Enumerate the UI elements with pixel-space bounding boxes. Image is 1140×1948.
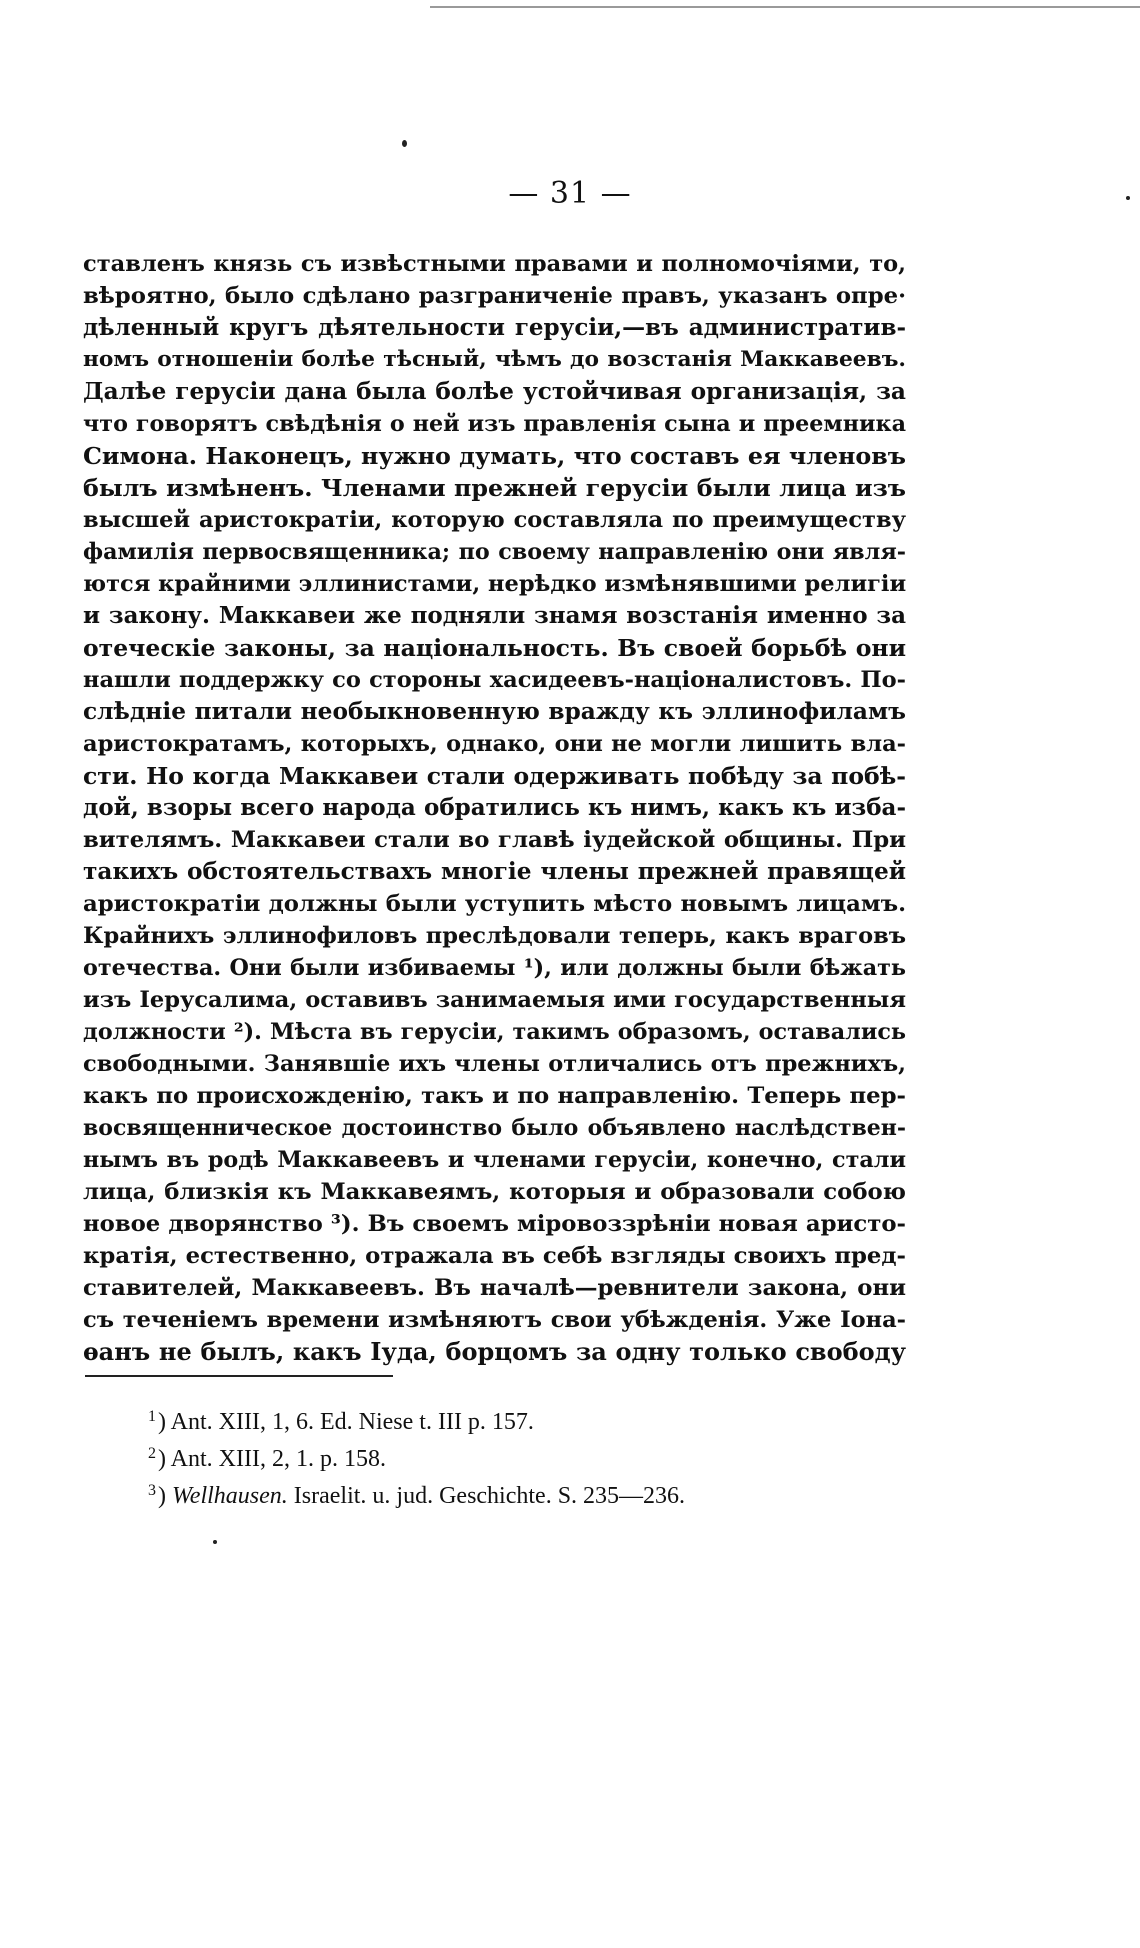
footnote-author: Wellhausen. <box>172 1483 288 1509</box>
text-line: кратія, естественно, отражала въ себѣ взгляды своихъ пред- <box>83 1243 906 1269</box>
footnote-mark: 1 <box>148 1408 156 1425</box>
text-line: восвященническое достоинство было объявлено наслѣдствен- <box>83 1115 906 1141</box>
footnote-paren: ) <box>158 1446 171 1472</box>
text-line: номъ отношеніи болѣе тѣсный, чѣмъ до возстанія Маккавеевъ. <box>83 347 906 372</box>
footnote-mark: 3 <box>148 1482 156 1499</box>
text-line: ставителей, Маккавеевъ. Въ началѣ—ревнители закона, они <box>83 1275 906 1301</box>
footnote-text: Israelit. u. jud. Geschichte. S. 235—236. <box>287 1483 686 1509</box>
text-line: слѣдніе питали необыкновенную вражду къ эллинофиламъ <box>83 698 906 725</box>
footnote-text: Ant. XIII, 1, 6. Ed. Niese t. III p. 157. <box>170 1409 534 1435</box>
ink-speck <box>1126 196 1130 200</box>
text-line: что говорятъ свѣдѣнія о ней изъ правленія сына и преемника <box>83 411 906 437</box>
ink-speck <box>213 1540 217 1544</box>
text-line: аристократамъ, которыхъ, однако, они не могли лишить вла- <box>83 731 906 757</box>
page-number: — 31 — <box>508 176 632 211</box>
text-line: свободными. Занявшіе ихъ члены отличались отъ прежнихъ, <box>83 1051 906 1077</box>
text-line: дѣленный кругъ дѣятельности герусіи,—въ административ- <box>83 314 906 341</box>
text-line: вѣроятно, было сдѣлано разграниченіе правъ, указанъ опре· <box>83 283 906 309</box>
text-line: новое дворянство ³). Въ своемъ міровоззрѣніи новая аристо- <box>83 1211 906 1237</box>
text-line: отеческіе законы, за національность. Въ своей борьбѣ они <box>83 634 906 662</box>
text-line: изъ Іерусалима, оставивъ занимаемыя ими государственныя <box>83 987 906 1013</box>
text-line: лица, близкія къ Маккавеямъ, которыя и образовали собою <box>83 1179 906 1205</box>
footnote <box>148 1398 908 1435</box>
text-line: сти. Но когда Маккавеи стали одерживать побѣду за побѣ- <box>83 762 906 790</box>
footnote-rule <box>85 1375 393 1377</box>
text-line: ѳанъ не былъ, какъ Іуда, борцомъ за одну только свободу <box>83 1337 906 1366</box>
text-line: Далѣе герусіи дана была болѣе устойчивая организація, за <box>83 378 906 405</box>
text-line: ставленъ князь съ извѣстными правами и полномочіями, то, <box>83 251 906 277</box>
text-line: нашли поддержку со стороны хасидеевъ-націоналистовъ. По- <box>83 667 906 693</box>
text-line: ются крайними эллинистами, нерѣдко измѣнявшими религіи <box>83 571 907 597</box>
text-line: Крайнихъ эллинофиловъ преслѣдовали теперь, какъ враговъ <box>83 923 906 949</box>
text-line: аристократіи должны были уступить мѣсто новымъ лицамъ. <box>83 891 906 917</box>
text-line: должности ²). Мѣста въ герусіи, такимъ образомъ, оставались <box>83 1019 906 1045</box>
footnote-paren: ) <box>158 1409 171 1435</box>
text-line: отечества. Они были избиваемы ¹), или должны были бѣжать <box>83 955 906 981</box>
text-line: и закону. Маккавеи же подняли знамя возстанія именно за <box>83 602 906 629</box>
text-line: Симона. Наконецъ, нужно думать, что составъ ея членовъ <box>83 442 906 470</box>
text-line: какъ по происхожденію, такъ и по направленію. Теперь пер- <box>83 1083 906 1109</box>
text-line: вителямъ. Маккавеи стали во главѣ іудейской общины. При <box>83 827 906 853</box>
text-line: высшей аристократіи, которую составляла по преимуществу <box>83 507 906 533</box>
footnote-paren: ) <box>158 1483 172 1509</box>
ink-speck <box>402 140 407 147</box>
text-line: съ теченіемъ времени измѣняютъ свои убѣжденія. Уже Іона- <box>83 1307 906 1333</box>
footnote-mark: 2 <box>148 1445 156 1462</box>
footnote <box>148 1435 908 1472</box>
body-text <box>83 248 906 1368</box>
footnote-text: Ant. XIII, 2, 1. p. 158. <box>170 1446 386 1472</box>
footnote <box>148 1472 908 1509</box>
text-line: былъ измѣненъ. Членами прежней герусіи были лица изъ <box>83 474 906 502</box>
text-line: фамилія первосвященника; по своему направленію они явля- <box>83 539 906 565</box>
text-line: такихъ обстоятельствахъ многіе члены прежней правящей <box>83 858 906 885</box>
footnotes <box>148 1398 908 1509</box>
text-line: дой, взоры всего народа обратились къ нимъ, какъ къ избa- <box>83 794 906 821</box>
text-line: нымъ въ родѣ Маккавеевъ и членами герусіи, конечно, стали <box>83 1147 906 1173</box>
top-edge-rule <box>430 6 1140 8</box>
